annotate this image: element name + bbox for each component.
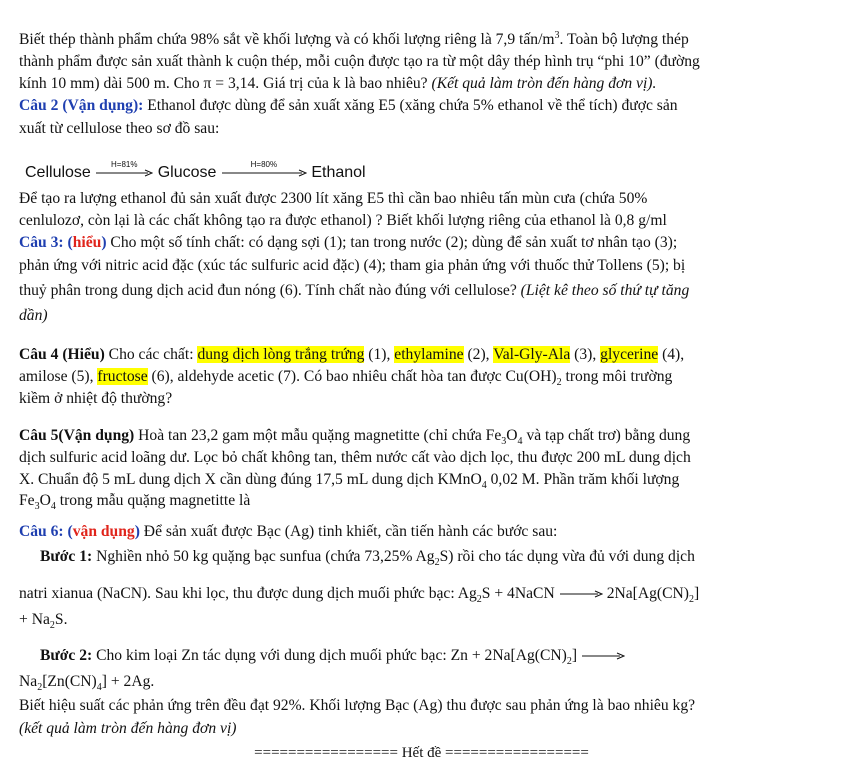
q5-line-3: X. Chuẩn độ 5 mL dung dịch X cần dùng đúng 17,5 mL dung dịch KMnO$_4$ 0,02 M. Phần trăm khối lượng: [19, 471, 680, 492]
q5-label: Câu 5(Vận dụng): [19, 427, 135, 444]
scheme-glucose: Glucose: [157, 164, 217, 181]
q4-line-2: amilose (5), fructose (6), aldehyde acetic (7). Có bao nhiêu chất hòa tan được $Cu(OH)_2$ trong môi trường: [19, 368, 673, 389]
scheme-arrow-2: [221, 159, 307, 177]
highlight-4: glycerine: [600, 346, 659, 363]
highlight-3: Val-Gly-Ala: [493, 346, 571, 363]
q1-line-2: thành phẩm được sản xuất thành k cuộn thép, mỗi cuộn được tạo ra từ một dây thép hình trụ “phi 10” (đường: [19, 53, 700, 70]
scheme-cellulose: Cellulose: [25, 164, 91, 181]
q6-step2-line-2: $Na_2[Zn(CN)_4] + 2Ag$.: [19, 673, 155, 694]
q2-line-2: xuất từ cellulose theo sơ đồ sau:: [19, 120, 220, 137]
reaction-arrow-1: [559, 584, 603, 604]
q3-level: hiểu: [72, 234, 102, 251]
q1-line-3: kính 10 mm) dài 500 m. Cho π = 3,14. Giá trị của k là bao nhiêu? (Kết quả làm tròn đến hàng đơn vị).: [19, 75, 657, 92]
highlight-1: dung dịch lòng trắng trứng: [197, 346, 365, 363]
q3-line-4: dần): [19, 307, 48, 324]
q6-label: Câu 6: (: [19, 523, 73, 540]
q4-label: Câu 4 (Hiểu): [19, 346, 105, 363]
q5-line-4: $Fe_3O_4$ trong mẫu quặng magnetitte là: [19, 492, 251, 513]
q4-line-1: Câu 4 (Hiểu) Cho các chất: dung dịch lòng trắng trứng (1), ethylamine (2), Val-Gly-Ala (3), glycerine (4),: [19, 346, 685, 363]
scheme-yield-1: H=81%: [111, 159, 138, 169]
q3-line-3: thuỷ phân trong dung dịch acid đun nóng (6). Tính chất nào đúng với cellulose? (Liệt kê theo số thứ tự tăng: [19, 282, 690, 299]
highlight-6: fructose: [97, 368, 148, 385]
q6-line-last: Biết hiệu suất các phản ứng trên đều đạt 92%. Khối lượng Bạc (Ag) thu được sau phản ứng là bao nhiêu kg?: [19, 697, 696, 714]
reaction-scheme: [25, 159, 366, 183]
end-of-exam-marker: ================= Hết đề =================: [254, 745, 589, 761]
scheme-ethanol: Ethanol: [311, 164, 366, 181]
q3-line-1: Câu 3: (hiểu) Cho một số tính chất: có dạng sợi (1); tan trong nước (2); dùng để sản xuất tơ nhân tạo (3);: [19, 234, 678, 251]
q6-line-note: (kết quả làm tròn đến hàng đơn vị): [19, 720, 237, 737]
scheme-yield-2: H=80%: [250, 159, 278, 169]
step2-label: Bước 2:: [40, 647, 93, 664]
q2-line-3: Để tạo ra lượng ethanol đủ sản xuất được 2300 lít xăng E5 thì cần bao nhiêu tấn mùn cưa (chứa 50%: [19, 190, 648, 207]
reaction-arrow-2: [581, 646, 625, 666]
q6-step1-line-2: natri xianua (NaCN). Sau khi lọc, thu được dung dịch muối phức bạc: $Ag_2S$ + 4NaCN $2Na[Ag(CN)_2]$: [19, 585, 700, 606]
q5-line-1: Câu 5(Vận dụng) Hoà tan 23,2 gam một mẫu quặng magnetitte (chỉ chứa $Fe_3O_4$ và tạp chất trơ) bằng dung: [19, 427, 691, 448]
step1-label: Bước 1:: [40, 548, 93, 565]
q6-step1-line-3: + $Na_2S$.: [19, 611, 68, 632]
q3-label: Câu 3: (: [19, 234, 73, 251]
q6-step2-line-1: Bước 2: Cho kim loại Zn tác dụng với dung dịch muối phức bạc: $Zn + 2Na[Ag(CN)_2]$: [40, 646, 629, 666]
q5-line-2: dịch sulfuric acid loãng dư. Lọc bỏ chất không tan, thêm nước cất vào dịch lọc, thu được 200 mL dung dịch: [19, 449, 691, 466]
q1-line-1: Biết thép thành phẩm chứa 98% sắt về khối lượng và có khối lượng riêng là 7,9 tấn/$m^3$. Toàn bộ lượng thép: [19, 29, 689, 48]
q3-line-2: phản ứng với nitric acid đặc (xúc tác sulfuric acid đặc) (4); tham gia phản ứng với thuốc thử Tollens (5); bị: [19, 257, 686, 274]
q2-line-4: cenlulozơ, còn lại là các chất không tạo ra được ethanol) ? Biết khối lượng riêng của ethanol là 0,8 g/ml: [19, 212, 667, 229]
q4-line-3: kiềm ở nhiệt độ thường?: [19, 390, 173, 407]
q6-line-1: Câu 6: (vận dụng) Để sản xuất được Bạc (Ag) tinh khiết, cần tiến hành các bước sau:: [19, 523, 558, 540]
highlight-2: ethylamine: [394, 346, 464, 363]
q6-level: vận dụng: [72, 523, 135, 540]
q2-label: Câu 2 (Vận dụng):: [19, 97, 144, 114]
q2-line-1: Câu 2 (Vận dụng): Ethanol được dùng để sản xuất xăng E5 (xăng chứa 5% ethanol về thể tích) được sản: [19, 97, 678, 114]
q6-step1-line-1: Bước 1: Nghiền nhỏ 50 kg quặng bạc sunfua (chứa 73,25% $Ag_2S$) rồi cho tác dụng vừa đủ với dung dịch: [40, 548, 695, 569]
scheme-arrow-1: [95, 159, 153, 177]
